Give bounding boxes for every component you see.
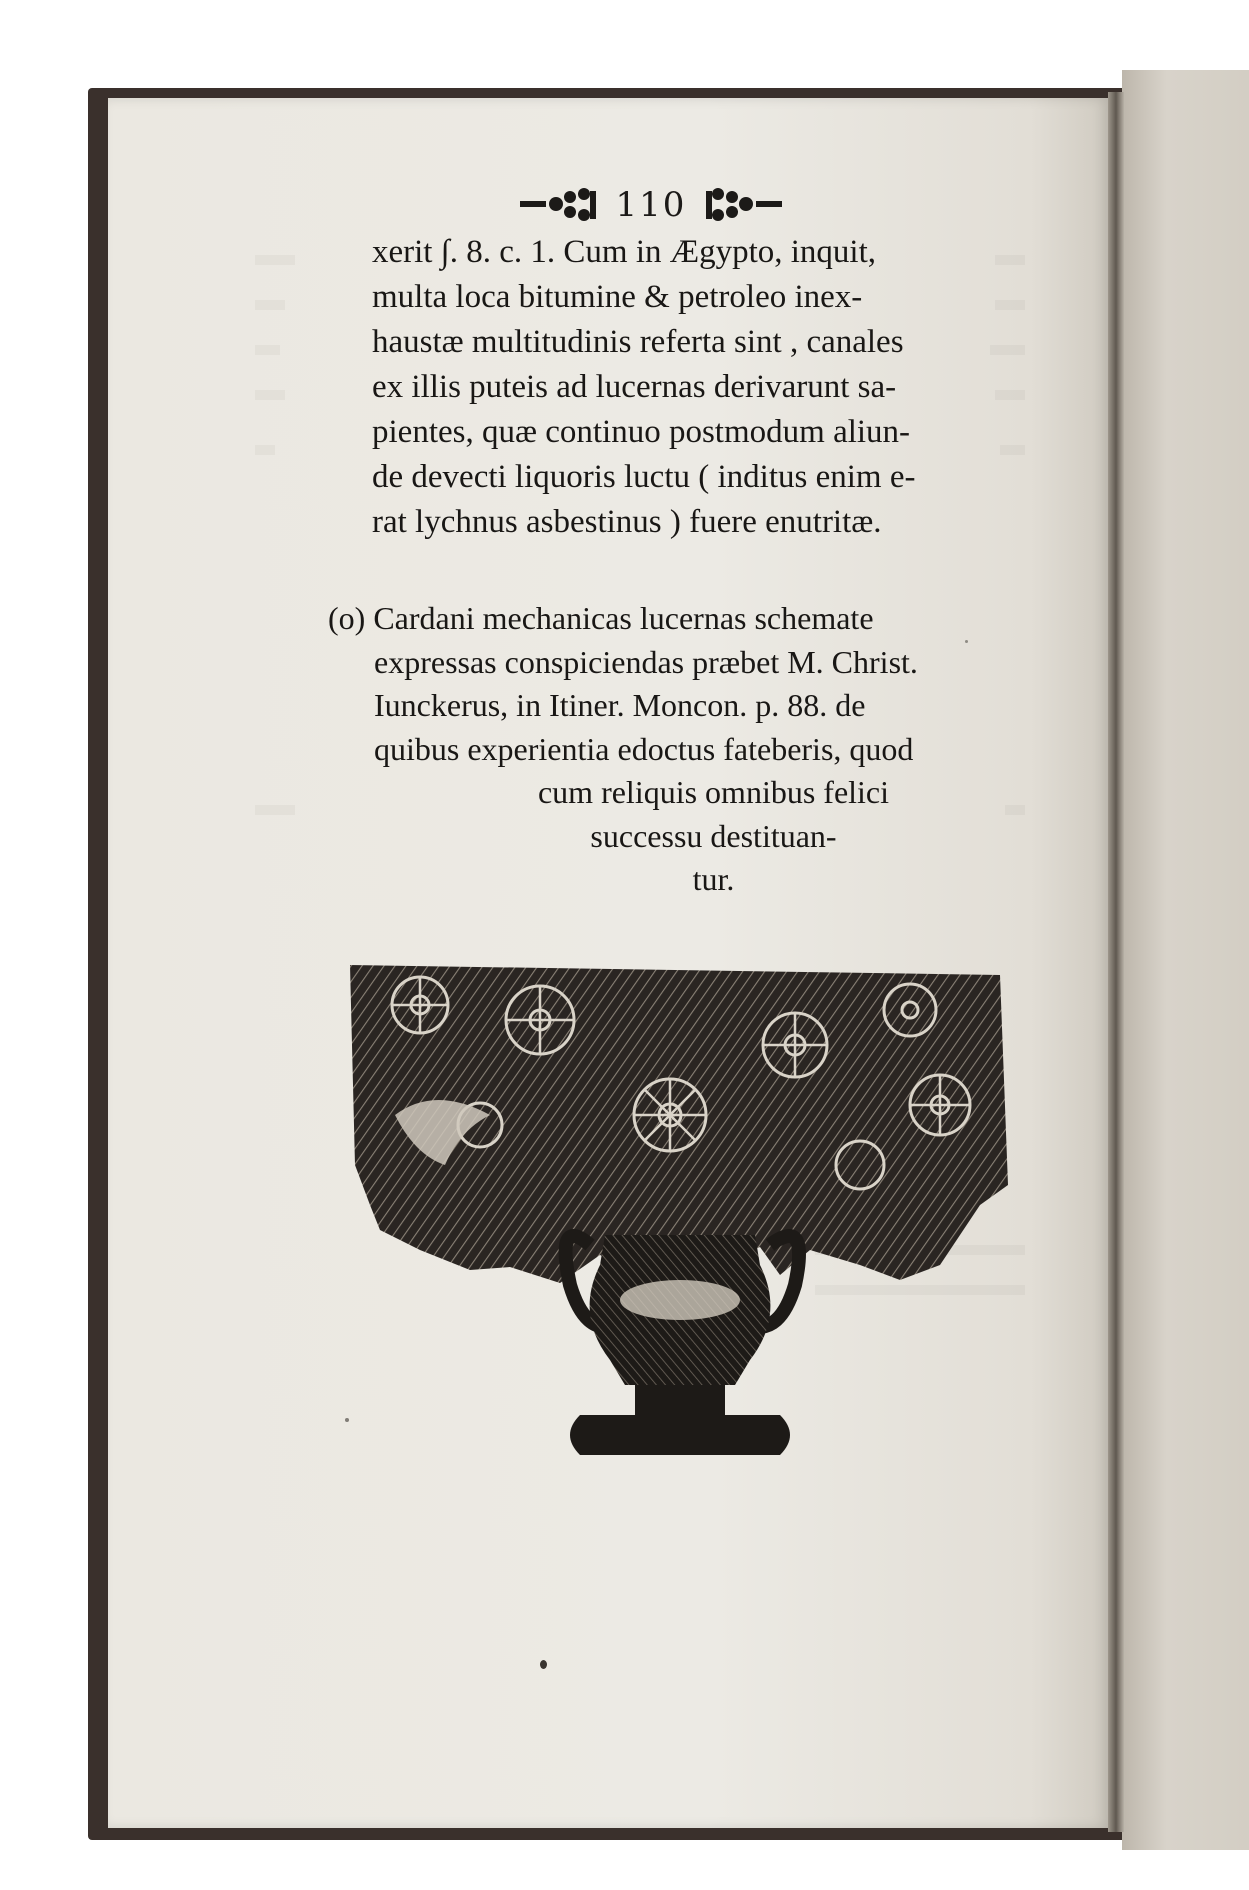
footnote-line: tur.: [692, 861, 735, 897]
page-number: 110: [615, 185, 687, 225]
footnote-line: (o) Cardani mechanicas lucernas schemate: [328, 600, 874, 636]
body-line: ex illis puteis ad lucernas derivarunt sa-: [372, 369, 897, 405]
right-page-edge: [1122, 70, 1249, 1850]
body-paragraph: [372, 230, 1052, 545]
body-line: rat lychnus asbestinus ) fuere enutritæ.: [372, 504, 882, 540]
vase-tailpiece-icon: [340, 965, 1020, 1465]
paper-speck: [540, 1660, 547, 1669]
footnote-line: expressas conspiciendas præbet M. Christ.: [374, 643, 918, 680]
paper-speck: [345, 1418, 349, 1422]
footnote-line: successu destituan-: [590, 817, 837, 854]
body-line: multa loca bitumine & petroleo inex-: [372, 279, 863, 315]
footnote-line: cum reliquis omnibus felici: [537, 774, 890, 810]
body-line: pientes, quæ continuo postmodum aliun-: [372, 414, 911, 450]
book-gutter: [1108, 92, 1124, 1832]
body-line: xerit ∫. 8. c. 1. Cum in Ægypto, inquit,: [372, 234, 877, 270]
footnote-o: [328, 597, 1053, 902]
paper-speck: [965, 640, 968, 643]
footnote-line: quibus experientia edoctus fateberis, quod: [374, 730, 914, 767]
footnote-line: Iunckerus, in Itiner. Moncon. p. 88. de: [374, 687, 866, 723]
running-header: [496, 175, 806, 235]
header-ornament-right-icon: [704, 185, 784, 225]
header-ornament-left-icon: [518, 185, 598, 225]
body-line: de devecti liquoris luctu ( inditus enim e-: [372, 459, 916, 495]
body-line: haustæ multitudinis referta sint , canales: [372, 324, 904, 360]
